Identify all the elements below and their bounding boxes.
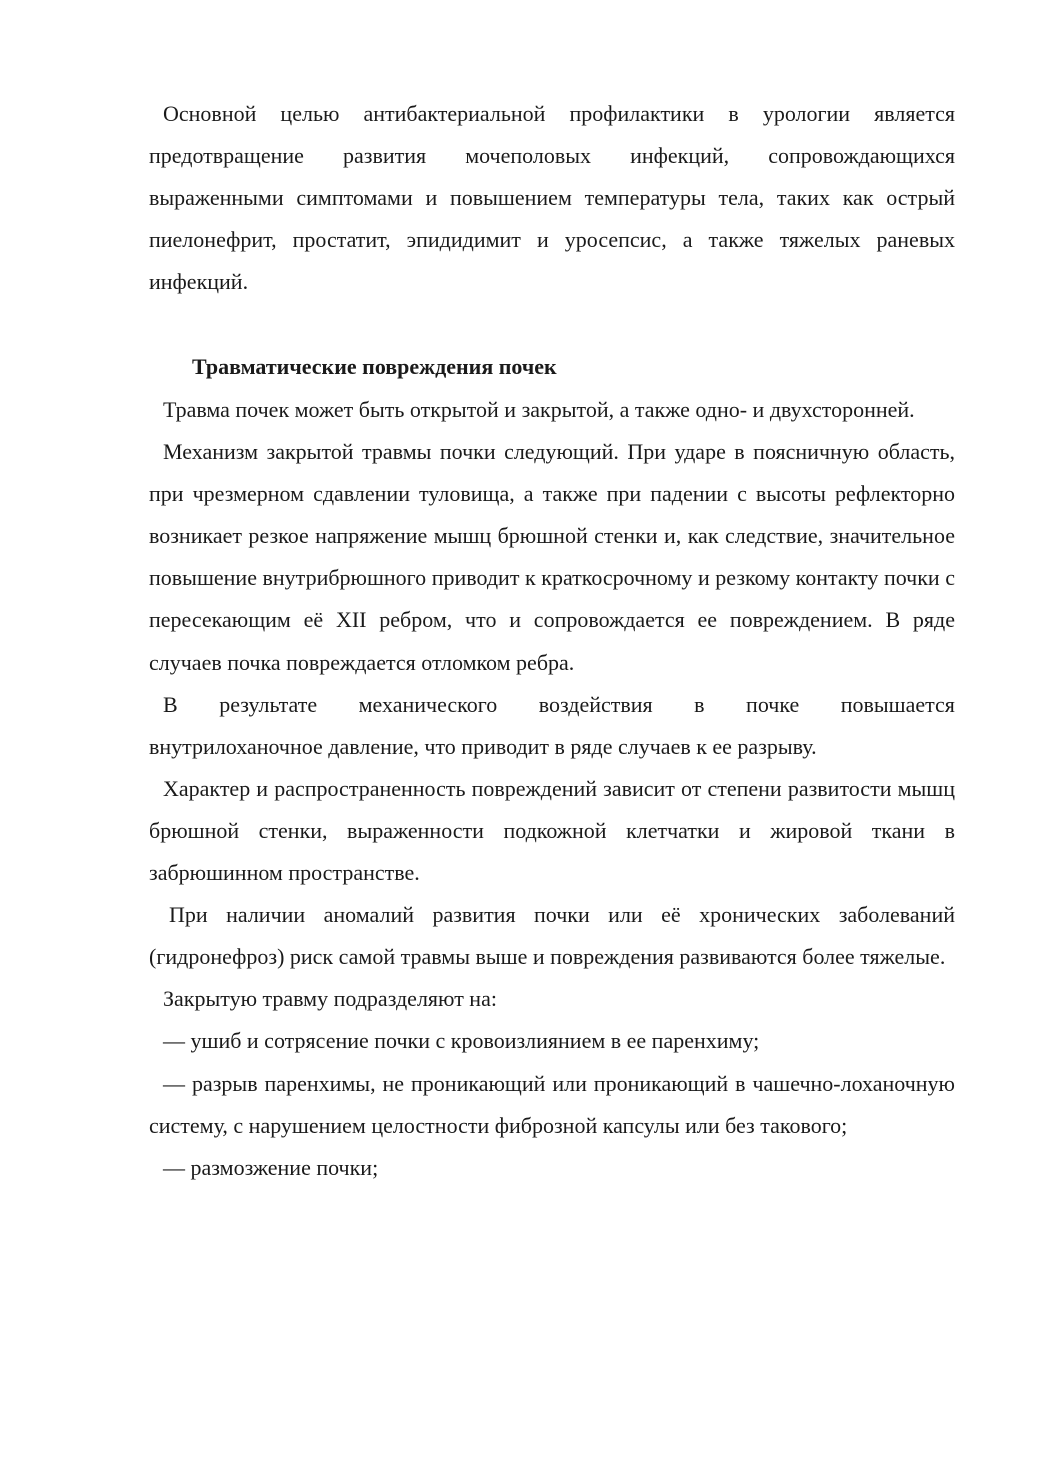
paragraph-character: Характер и распространенность повреждений зависит от степени развитости мышц брюшной стенки, выраженности подкожной клетчатки и жировой ткани в забрюшинном пространстве. bbox=[149, 775, 955, 886]
paragraph-result-first-line bbox=[149, 684, 955, 726]
paragraph-anomalies: При наличии аномалий развития почки или её хронических заболеваний (гидронефроз) риск самой травмы выше и повреждения развиваются более тяжелые. bbox=[149, 902, 955, 970]
list-item: — размозжение почки; bbox=[163, 1154, 379, 1180]
result-word: механического bbox=[358, 691, 498, 717]
list-item: — разрыв паренхимы, не проникающий или проникающий в чашечно-лоханочную систему, с нарушением целостности фиброзной капсулы или без такового; bbox=[149, 1070, 955, 1138]
list-item: — ушиб и сотрясение почки с кровоизлиянием в ее паренхиму; bbox=[163, 1028, 760, 1054]
intro-block bbox=[149, 93, 955, 303]
result-word: повышается bbox=[840, 691, 955, 717]
section-heading: Травматические повреждения почек bbox=[192, 354, 557, 379]
result-word: результате bbox=[219, 691, 318, 717]
result-word: в bbox=[694, 691, 705, 717]
result-word: почке bbox=[746, 691, 800, 717]
paragraph-trauma-types: Травма почек может быть открытой и закрытой, а также одно- и двухсторонней. bbox=[163, 397, 915, 422]
paragraph-result-continuation: внутрилоханочное давление, что приводит в ряде случаев к ее разрыву. bbox=[149, 733, 817, 759]
intro-paragraph: Основной целью антибактериальной профилактики в урологии является предотвращение развития мочеполовых инфекций, сопровождающихся выраженными симптомами и повышением температуры тела, таких как острый пиелонефрит, простатит, эпидидимит и уросепсис, а также тяжелых раневых инфекций. bbox=[149, 101, 955, 295]
section-body bbox=[149, 389, 955, 1189]
result-word: воздействия bbox=[538, 691, 653, 717]
paragraph-mechanism: Механизм закрытой травмы почки следующий. При ударе в поясничную область, при чрезмерном сдавлении туловища, а также при падении с высоты рефлекторно возникает резкое напряжение мышц брюшной стенки и, как следствие, значительное повышение внутрибрюшного приводит к краткосрочному и резкому контакту почки с пересекающим её XII ребром, что и сопровождается ее повреждением. В ряде случаев почка повреждается отломком ребра. bbox=[149, 439, 955, 675]
result-word: В bbox=[163, 691, 178, 717]
list-intro: Закрытую травму подразделяют на: bbox=[163, 986, 497, 1012]
